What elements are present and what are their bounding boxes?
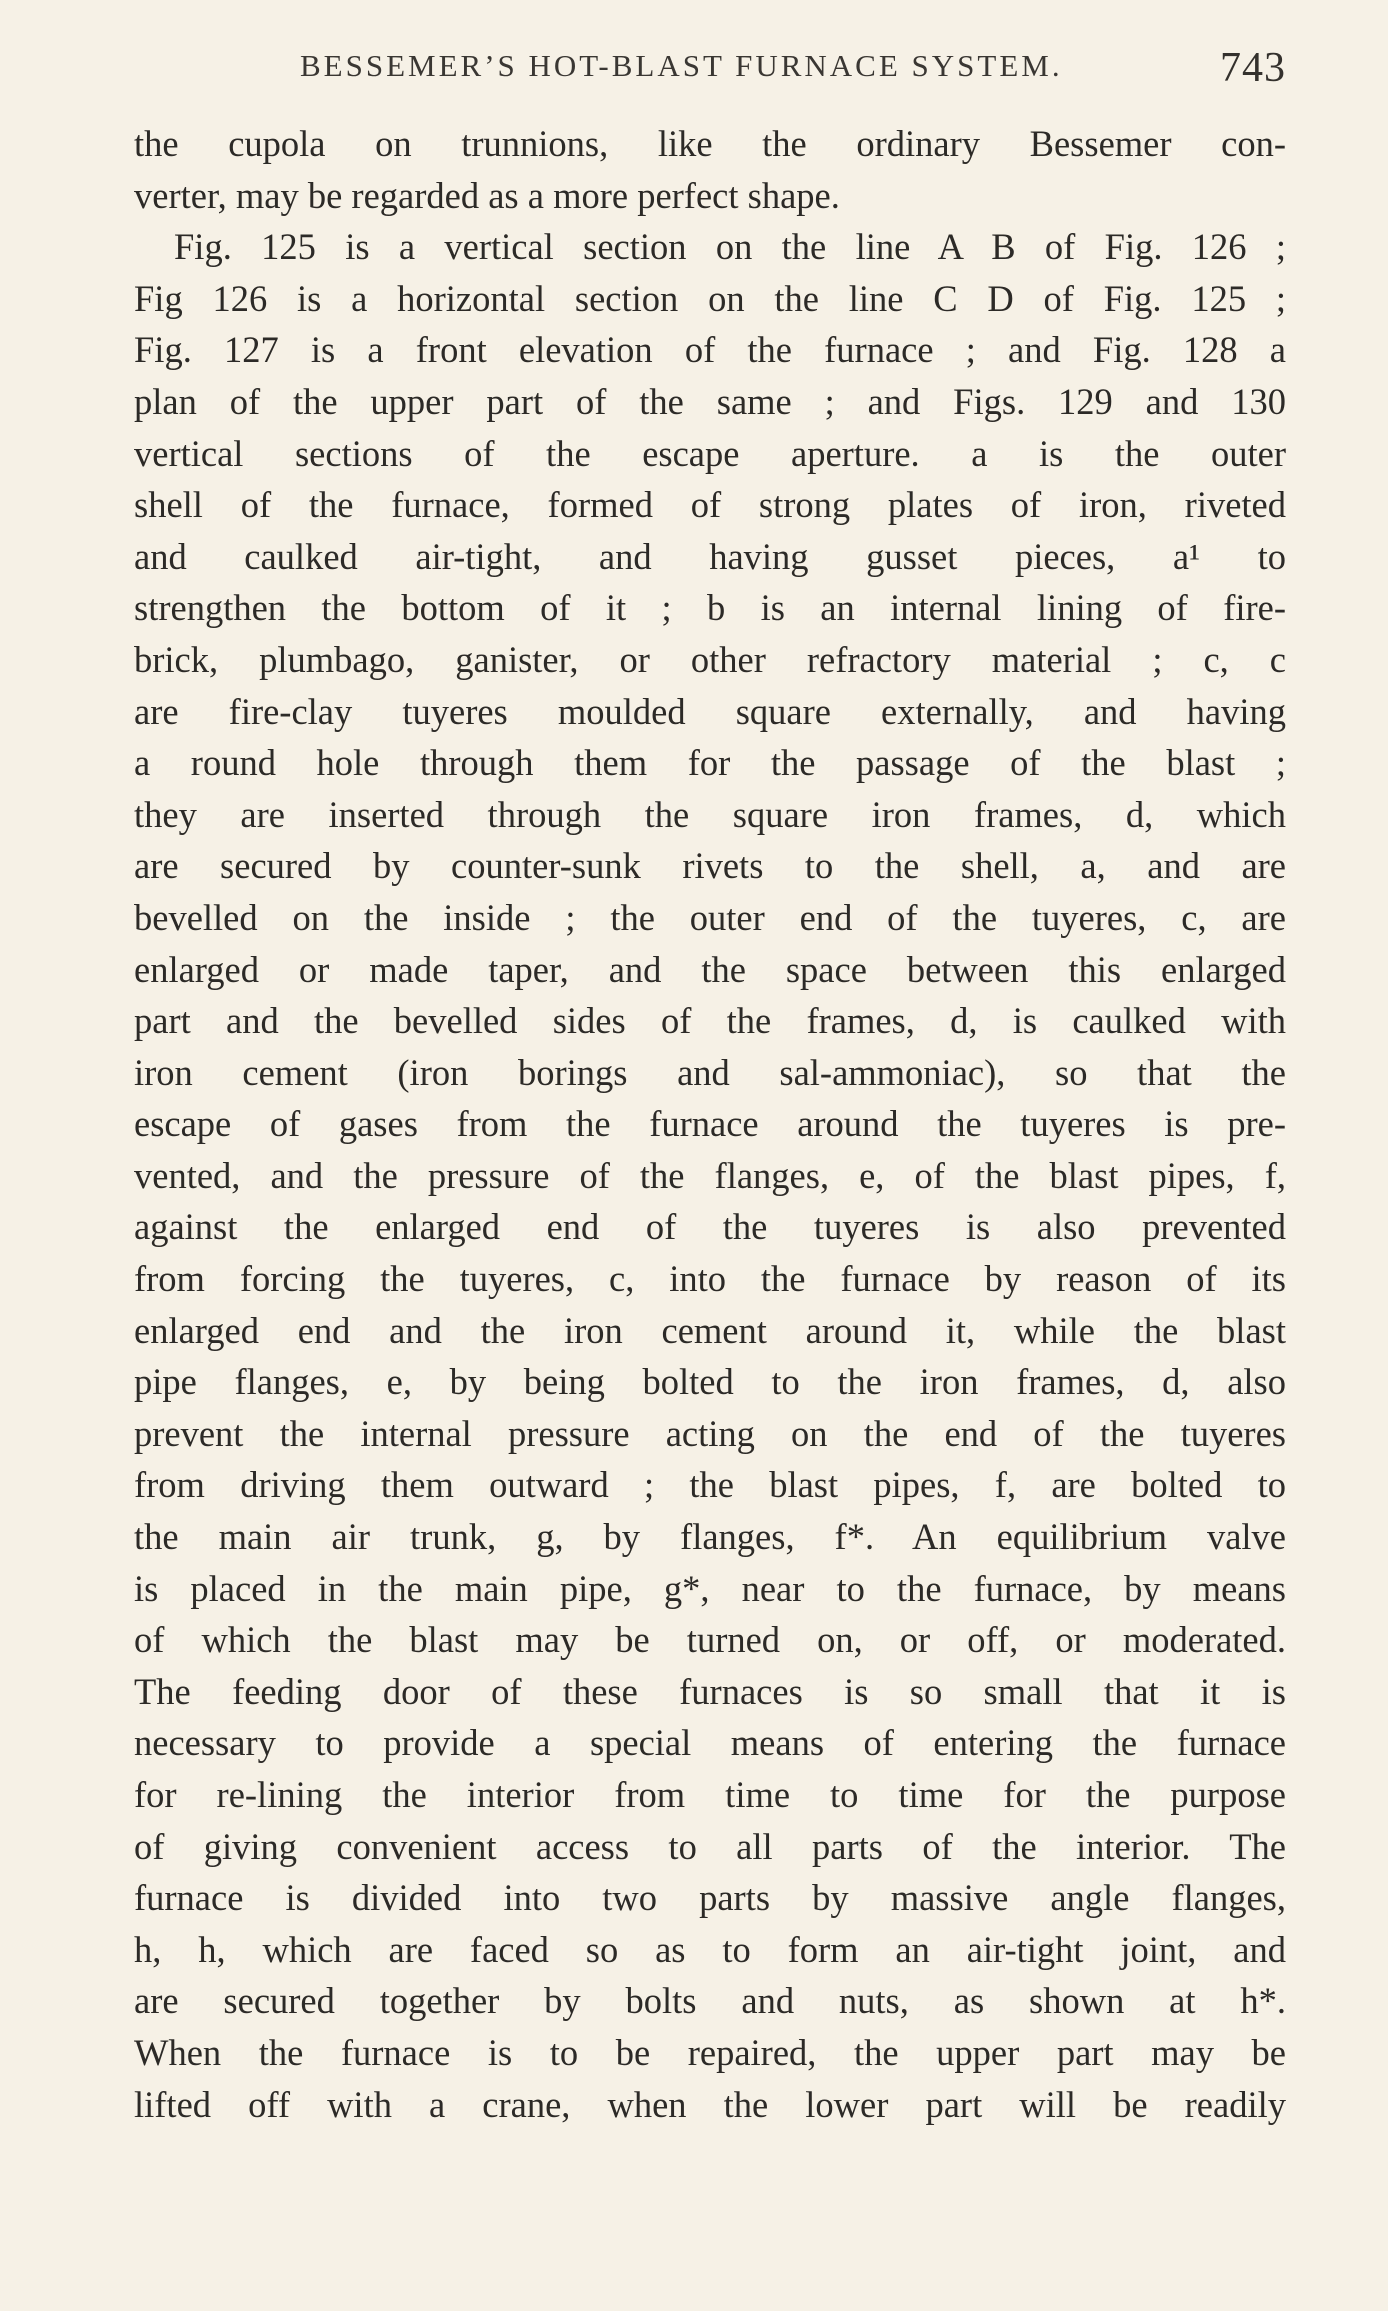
text-line: lifted off with a crane, when the lower part will be readily — [134, 2083, 1286, 2125]
running-title: BESSEMER’S HOT-BLAST FURNACE SYSTEM. — [300, 48, 1063, 83]
text-line: brick, plumbago, ganister, or other refractory material ; c, c — [134, 638, 1286, 680]
text-line: iron cement (iron borings and sal-ammoniac), so that the — [134, 1051, 1286, 1093]
text-line: enlarged end and the iron cement around it, while the blast — [134, 1309, 1286, 1351]
text-line: are secured together by bolts and nuts, as shown at h*. — [134, 1980, 1286, 2022]
text-line: is placed in the main pipe, g*, near to the furnace, by means — [134, 1567, 1286, 1609]
text-line: shell of the furnace, formed of strong plates of iron, riveted — [134, 484, 1286, 526]
text-line: the cupola on trunnions, like the ordinary Bessemer con- — [134, 123, 1286, 164]
text-line: Fig 126 is a horizontal section on the line C D of Fig. 125 ; — [134, 277, 1286, 319]
text-line: enlarged or made taper, and the space between this enlarged — [134, 948, 1286, 990]
text-line: The feeding door of these furnaces is so small that it is — [134, 1670, 1286, 1712]
text-line: of giving convenient access to all parts of the interior. The — [134, 1825, 1286, 1867]
text-line: Fig. 127 is a front elevation of the furnace ; and Fig. 128 a — [134, 329, 1286, 371]
text-line: part and the bevelled sides of the frames, d, is caulked with — [134, 1000, 1286, 1042]
text-line: Fig. 125 is a vertical section on the line A B of Fig. 126 ; — [174, 226, 1286, 268]
text-line: from forcing the tuyeres, c, into the furnace by reason of its — [134, 1258, 1286, 1300]
text-line: vented, and the pressure of the flanges, e, of the blast pipes, f, — [134, 1154, 1286, 1196]
text-line: from driving them outward ; the blast pipes, f, are bolted to — [134, 1464, 1286, 1506]
text-line: of which the blast may be turned on, or off, or moderated. — [134, 1619, 1286, 1661]
text-line: plan of the upper part of the same ; and Figs. 129 and 130 — [134, 380, 1286, 422]
text-line: escape of gases from the furnace around the tuyeres is pre- — [134, 1103, 1286, 1145]
text-line: and caulked air-tight, and having gusset pieces, a¹ to — [134, 535, 1286, 577]
text-line: prevent the internal pressure acting on the end of the tuyeres — [134, 1412, 1286, 1454]
text-line: for re-lining the interior from time to time for the purpose — [134, 1774, 1286, 1815]
body-text — [134, 118, 1286, 2130]
text-line: bevelled on the inside ; the outer end of the tuyeres, c, are — [134, 896, 1286, 938]
text-line: against the enlarged end of the tuyeres is also prevented — [134, 1206, 1286, 1248]
running-head — [136, 44, 1286, 96]
text-line: vertical sections of the escape aperture. a is the outer — [134, 432, 1286, 474]
text-line: strengthen the bottom of it ; b is an internal lining of fire- — [134, 587, 1286, 629]
text-line: the main air trunk, g, by flanges, f*. An equilibrium valve — [134, 1516, 1286, 1558]
text-line: they are inserted through the square iron frames, d, which — [134, 793, 1286, 835]
text-line: are fire-clay tuyeres moulded square externally, and having — [134, 690, 1286, 732]
text-line: h, h, which are faced so as to form an air-tight joint, and — [134, 1928, 1286, 1970]
page-number: 743 — [1220, 45, 1286, 91]
text-line: necessary to provide a special means of entering the furnace — [134, 1722, 1286, 1764]
text-line: a round hole through them for the passage of the blast ; — [134, 742, 1286, 784]
text-line: verter, may be regarded as a more perfect shape. — [134, 174, 840, 216]
text-line: When the furnace is to be repaired, the upper part may be — [134, 2031, 1286, 2073]
text-line: pipe flanges, e, by being bolted to the iron frames, d, also — [134, 1361, 1286, 1403]
text-line: are secured by counter-sunk rivets to the shell, a, and are — [134, 845, 1286, 887]
text-line: furnace is divided into two parts by massive angle flanges, — [134, 1877, 1286, 1919]
